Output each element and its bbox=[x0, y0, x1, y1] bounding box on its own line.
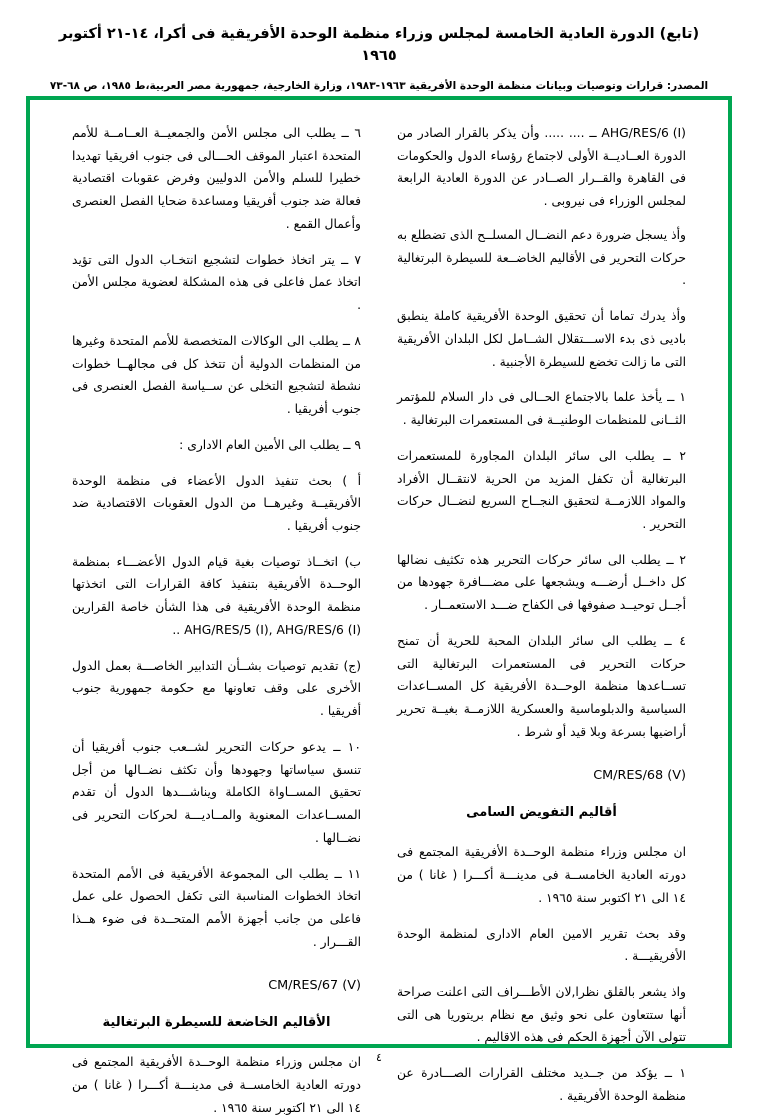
paragraph: وأذ يدرك تماما أن تحقيق الوحدة الأفريقية كاملة ينطبق باديى ذى بدء الاســـتقلال الشــامل لكل البلدان الأفريقية التى ما زالت تخضع للسيطرة الأجنبية . bbox=[397, 309, 686, 369]
paragraph: أ ) بحث تنفيذ الدول الأعضاء فى منظمة الوحدة الأفريقيــة وغيرهــا من الدول العقوبات الاقتصادية ضد جنوب أفريقيا . bbox=[72, 473, 361, 534]
paragraph: ٢ ــ يطلب الى سائر البلدان المجاورة للمستعمرات البرتغالية أن تكفل المزيد من الحرية لانتقــال الأفراد والمواد اللازمــة لتحقيق النجــاح السريع لنضــال حركات التحرير . bbox=[397, 448, 686, 532]
page-title: (تابع) الدورة العادية الخامسة لمجلس وزراء منظمة الوحدة الأفريقية فى أكرا، ١٤-٢١ أكتوبر ١٩٦٥ bbox=[58, 26, 700, 64]
resolution-code-cm67: CM/RES/67 (V) bbox=[268, 977, 361, 993]
paragraph-text: ــ .... ..... وأن يذكر بالقرار الصادر من الدورة العــاديــة الأولى لاجتماع رؤساء الدول والحكومات فى القاهرة والقــرار الصــادر عن الدورة العادية الرابعة لمجلس الوزراء فى نيروبى . bbox=[397, 126, 686, 209]
document-header bbox=[0, 0, 758, 94]
paragraph: ب) اتخــاذ توصيات بغية قيام الدول الأعضـــاء بمنظمة الوحــدة الأفريقية بتنفيذ كافة القرارات التى اتخذتها منظمة الوحدة الأفريقية فى هذا الشأن خاصة القرارين AHG/RES/5 (I), AHG/RES/6 (I) .. bbox=[72, 554, 361, 637]
paragraph: ١ ــ يؤكد من جــديد مختلف القرارات الصـــادرة عن منظمة الوحدة الأفريقية . bbox=[397, 1066, 686, 1103]
paragraph: ٦ ــ يطلب الى مجلس الأمن والجمعيــة العــامــة للأمم المتحدة اعتبار الموقف الحـــالى فى جنوب افريقيا تهديدا خطيرا للسلم والأمن الدوليين وفرض عقوبات اقتصادية فعالة ضد جنوب أفريقيا ومساعدة ضحايا الفصل العنصرى وأعمال القمع . bbox=[72, 126, 361, 231]
paragraph: ان مجلس وزراء منظمة الوحــدة الأفريقية المجتمع فى دورته العادية الخامســة فى مدينـــة أكـــرا ( غانا ) من ١٤ الى ٢١ اكتوبر سنة ١٩٦٥ . bbox=[72, 1055, 361, 1115]
paragraph: واذ يشعر بالقلق نظرا,لان الأطـــراف التى اعلنت صراحة أنها ستتعاون على نحو وثيق مع نظام بريتوريا هى التى تتولى الآن أجهزة الحكم فى هذه الاقاليم . bbox=[397, 985, 686, 1045]
paragraph bbox=[397, 122, 686, 213]
paragraph: وقد بحث تقرير الامين العام الادارى لمنظمة الوحدة الأفريقيـــة . bbox=[397, 926, 686, 964]
page-number: ٤ bbox=[376, 1051, 382, 1064]
paragraph: وأذ يسجل ضرورة دعم النضــال المسلــح الذى تضطلع به حركات التحرير فى الأقاليم الخاضــعة للسيطرة البرتغالية . bbox=[397, 227, 686, 288]
paragraph: ١ ــ يأخذ علما بالاجتماع الحــالى فى دار السلام للمؤتمر الثــانى للمنظمات الوطنيــة فى المستعمرات البرتغالية . bbox=[397, 390, 686, 428]
content-frame bbox=[26, 96, 732, 1115]
column-right bbox=[379, 122, 708, 1103]
paragraph: ٩ ــ يطلب الى الأمين العام الادارى : bbox=[179, 437, 361, 452]
paragraph: ١١ ــ يطلب الى المجموعة الأفريقية فى الأمم المتحدة اتخاذ الخطوات المناسبة التى تكفل الحصول على عمل فاعلى من جانب أجهزة الأمم المتحــدة فى ضوء هــذا القـــرار . bbox=[72, 866, 361, 949]
column-left bbox=[50, 122, 379, 1115]
resolution-code-cm68: CM/RES/68 (V) bbox=[593, 767, 686, 783]
paragraph: ٤ ــ يطلب الى سائر البلدان المحبة للحرية أن تمنح حركات التحرير فى المستعمرات البرتغالية التى تســاعدها منظمة الوحــدة الأفريقية كل المســاعدات السياسية والدبلوماسية والعسكرية اللازمــة بغيــة تحرير أراضيها بسرعة وبلا قيد أو شرط . bbox=[397, 633, 686, 739]
resolution-code: AHG/RES/6 (I) bbox=[601, 126, 686, 140]
paragraph: ٧ ــ يتر اتخاذ خطوات لتشجيع انتخـاب الدول التى تؤيد اتخاذ عمل فاعلى فى هذه المشكلة لعضوية مجلس الأمن . bbox=[72, 252, 361, 313]
document-source-line: المصدر: قرارات وتوصيات وبيانات منظمة الوحدة الأفريقية ١٩٦٣-١٩٨٣، وزارة الخارجية، جمهورية مصر العربية،ط ١٩٨٥، ص ٦٨-٧٣ bbox=[49, 79, 709, 92]
paragraph: ان مجلس وزراء منظمة الوحــدة الأفريقية المجتمع فى دورته العادية الخامســة فى مدينـــة أكـــرا ( غانا ) من ١٤ الى ٢١ اكتوبر سنة ١٩٦٥ . bbox=[397, 845, 686, 905]
section-heading-mandate-territories: أقاليم التفويض السامى bbox=[466, 805, 617, 821]
section-heading-portuguese-territories: الأقاليم الخاضعة للسيطرة البرتغالية bbox=[102, 1015, 331, 1031]
paragraph: ٨ ــ يطلب الى الوكالات المتخصصة للأمم المتحدة وغيرها من المنظمات الدولية أن تتخذ كل فى مجالهــا خطوات نشطة لتشجيع التخلى عن ســياسة الفصل العنصرى فى جنوب أفريقيا . bbox=[72, 333, 361, 417]
two-column-body bbox=[30, 100, 728, 1115]
paragraph: ١٠ ــ يدعو حركات التحرير لشــعب جنوب أفريقيا أن تنسق سياساتها وجهودها وأن تكثف نضــالها من أجل تحقيق المســاواة الكاملة ويناشـــدها الدول أن تقدم المســاعدات المعنوية والمــاديـــة لحركات التحرير فى نضــالها . bbox=[72, 739, 361, 845]
paragraph: (ج) تقديم توصيات بشــأن التدابير الخاصـــة بعمل الدول الأخرى على وقف تعاونها مع حكومة جمهورية جنوب أفريقيا . bbox=[72, 658, 361, 719]
paragraph: ٢ ــ يطلب الى سائر حركات التحرير هذه تكثيف نضالها كل داخــل أرضـــه ويشجعها على مضـــافرة جهودها من أجــل توحيــد صفوفها فى الكفاح ضـــد الاستعمــار . bbox=[397, 552, 686, 613]
